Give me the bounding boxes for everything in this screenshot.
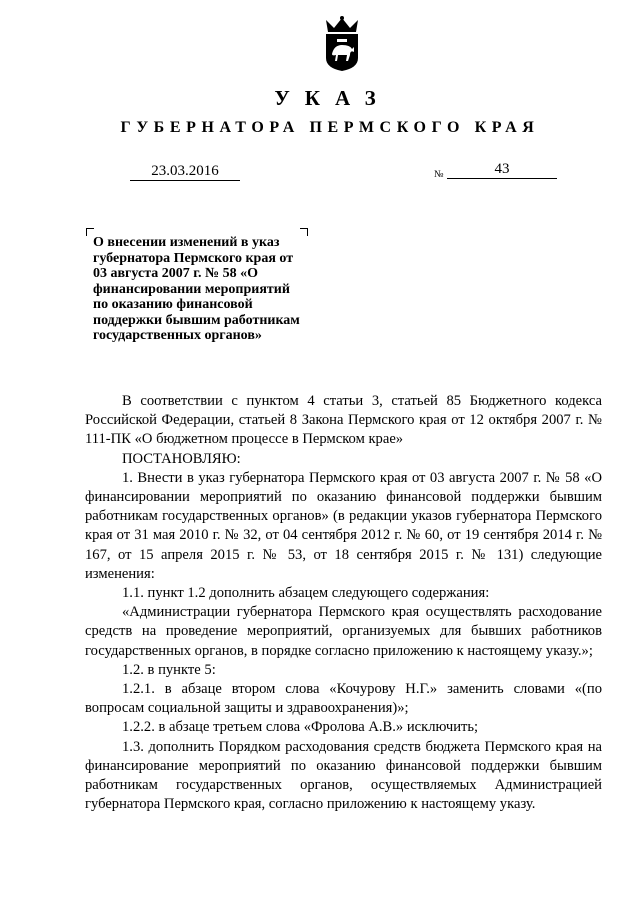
item-1-1-quote: «Администрации губернатора Пермского края осуществлять расходование средств на проведение мероприятий, организуемых для бывших работников государственных органов, в порядке согласно приложению к настоящему указу.»; bbox=[85, 604, 602, 659]
preamble-paragraph: В соответствии с пунктом 4 статьи 3, статьей 85 Бюджетного кодекса Российской Федерации, статьей 8 Закона Пермского края от 12 октября 2007 г. № 111-ПК «О бюджетном процессе в Пермском крае» bbox=[85, 393, 602, 448]
item-1: 1. Внести в указ губернатора Пермского края от 03 августа 2007 г. № 58 «О финансировании мероприятий по оказанию финансовой поддержки бывшим работникам государственных органов» (в редакции указов губернатора Пермского края от 31 мая 2010 г. № 32, от 04 сентября 2012 г. № 60, от 19 сентября 2014 г. № 167, от 15 апреля 2015 г. № 53, от 18 сентября 2015 г. № 131) следующие изменения: bbox=[85, 469, 602, 582]
decree-title: УКАЗ bbox=[274, 86, 391, 110]
decree-word: ПОСТАНОВЛЯЮ: bbox=[122, 450, 241, 467]
perm-krai-coat-of-arms-icon bbox=[320, 14, 364, 72]
decree-body bbox=[85, 392, 602, 814]
item-1-2-2: 1.2.2. в абзаце третьем слова «Фролова А.В.» исключить; bbox=[122, 719, 479, 736]
item-1-2-1: 1.2.1. в абзаце втором слова «Кочурову Н.Г.» заменить словами «(по вопросам социальной защиты и здравоохранения)»; bbox=[85, 681, 602, 717]
decree-date: 23.03.2016 bbox=[130, 162, 240, 181]
item-1-1: 1.1. пункт 1.2 дополнить абзацем следующего содержания: bbox=[122, 585, 490, 602]
decree-subject: О внесении изменений в указ губернатора Пермского края от 03 августа 2007 г. № 58 «О финансировании мероприятий по оказанию финансовой поддержки бывшим работникам государственных органов» bbox=[93, 235, 300, 343]
decree-number: 43 bbox=[447, 160, 557, 179]
item-1-2: 1.2. в пункте 5: bbox=[122, 661, 216, 678]
governor-title: ГУБЕРНАТОРА ПЕРМСКОГО КРАЯ bbox=[120, 119, 540, 136]
item-1-3: 1.3. дополнить Порядком расходования средств бюджета Пермского края на финансирование мероприятий по оказанию финансовой поддержки бывшим работникам государственных органов, осуществляемых Администрацией губернатора Пермского края, согласно приложению к настоящему указу. bbox=[85, 738, 602, 813]
number-sign: № bbox=[434, 169, 444, 180]
